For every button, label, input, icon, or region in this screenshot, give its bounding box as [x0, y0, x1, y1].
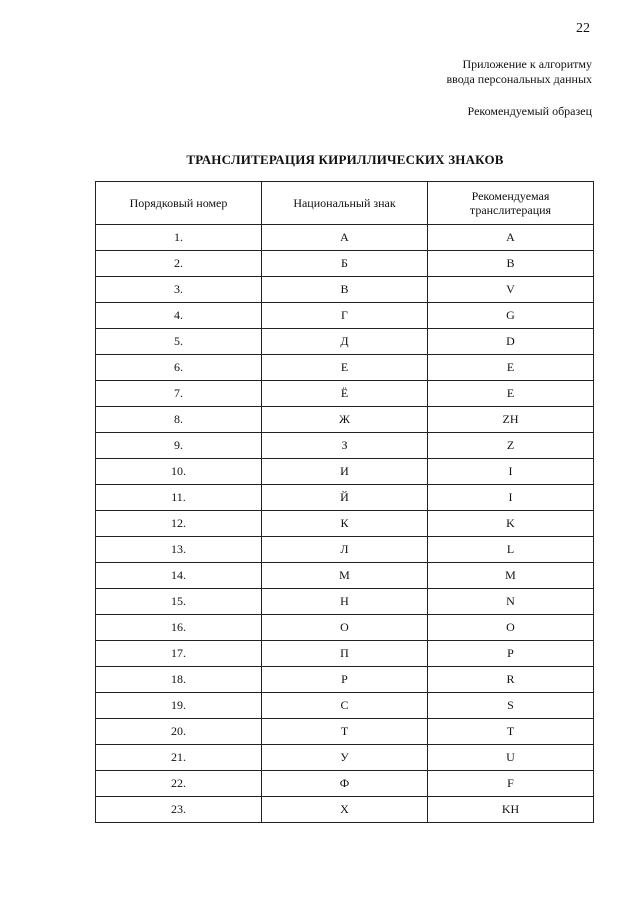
national-sign-cell: С [262, 693, 428, 719]
table-row [96, 563, 594, 589]
national-sign-cell: Х [262, 797, 428, 823]
order-number-cell: 17. [96, 641, 262, 667]
national-sign-cell: З [262, 433, 428, 459]
table-row [96, 381, 594, 407]
header-recommended-transliteration-text: Рекомендуемая транслитерация [469, 189, 552, 217]
order-number-cell: 22. [96, 771, 262, 797]
order-number-cell: 15. [96, 589, 262, 615]
transliteration-cell: R [428, 667, 594, 693]
national-sign-cell: Р [262, 667, 428, 693]
transliteration-cell: E [428, 381, 594, 407]
transliteration-cell: D [428, 329, 594, 355]
table-row [96, 303, 594, 329]
national-sign-cell: В [262, 277, 428, 303]
national-sign-cell: Н [262, 589, 428, 615]
table-row [96, 329, 594, 355]
transliteration-cell: I [428, 459, 594, 485]
sample-label: Рекомендуемый образец [467, 104, 592, 118]
table-row [96, 355, 594, 381]
transliteration-cell: ZH [428, 407, 594, 433]
national-sign-cell: Д [262, 329, 428, 355]
national-sign-cell: А [262, 225, 428, 251]
order-number-cell: 23. [96, 797, 262, 823]
transliteration-cell: P [428, 641, 594, 667]
header-recommended-transliteration [428, 182, 594, 225]
national-sign-cell: Ф [262, 771, 428, 797]
table-header-row [96, 182, 594, 225]
national-sign-cell: У [262, 745, 428, 771]
order-number-cell: 14. [96, 563, 262, 589]
table-row [96, 615, 594, 641]
table-row [96, 719, 594, 745]
national-sign-cell: М [262, 563, 428, 589]
transliteration-cell: S [428, 693, 594, 719]
document-title: ТРАНСЛИТЕРАЦИЯ КИРИЛЛИЧЕСКИХ ЗНАКОВ [186, 152, 504, 167]
order-number-cell: 1. [96, 225, 262, 251]
national-sign-cell: К [262, 511, 428, 537]
transliteration-cell: M [428, 563, 594, 589]
transliteration-cell: G [428, 303, 594, 329]
order-number-cell: 8. [96, 407, 262, 433]
table-row [96, 641, 594, 667]
table-row [96, 537, 594, 563]
transliteration-cell: O [428, 615, 594, 641]
national-sign-cell: Й [262, 485, 428, 511]
order-number-cell: 4. [96, 303, 262, 329]
national-sign-cell: Ж [262, 407, 428, 433]
table-row [96, 407, 594, 433]
table-row [96, 459, 594, 485]
appendix-line-1: Приложение к алгоритму [462, 57, 592, 71]
table-row [96, 225, 594, 251]
table-row [96, 277, 594, 303]
national-sign-cell: Г [262, 303, 428, 329]
order-number-cell: 13. [96, 537, 262, 563]
order-number-cell: 11. [96, 485, 262, 511]
national-sign-cell: И [262, 459, 428, 485]
table-body [96, 225, 594, 823]
appendix-note [332, 57, 592, 87]
table-row [96, 589, 594, 615]
table-row [96, 511, 594, 537]
transliteration-cell: U [428, 745, 594, 771]
order-number-cell: 16. [96, 615, 262, 641]
page-number: 22 [576, 21, 590, 36]
table-row [96, 797, 594, 823]
order-number-cell: 6. [96, 355, 262, 381]
national-sign-cell: Т [262, 719, 428, 745]
order-number-cell: 5. [96, 329, 262, 355]
transliteration-cell: K [428, 511, 594, 537]
national-sign-cell: О [262, 615, 428, 641]
table-row [96, 251, 594, 277]
header-order-number: Порядковый номер [96, 182, 262, 225]
transliteration-cell: T [428, 719, 594, 745]
order-number-cell: 18. [96, 667, 262, 693]
transliteration-table [95, 181, 594, 823]
order-number-cell: 7. [96, 381, 262, 407]
transliteration-cell: Z [428, 433, 594, 459]
national-sign-cell: Е [262, 355, 428, 381]
order-number-cell: 10. [96, 459, 262, 485]
transliteration-cell: N [428, 589, 594, 615]
order-number-cell: 12. [96, 511, 262, 537]
transliteration-cell: F [428, 771, 594, 797]
national-sign-cell: Б [262, 251, 428, 277]
table-row [96, 771, 594, 797]
order-number-cell: 3. [96, 277, 262, 303]
table-row [96, 745, 594, 771]
table-row [96, 485, 594, 511]
table-row [96, 433, 594, 459]
transliteration-cell: E [428, 355, 594, 381]
header-national-sign: Национальный знак [262, 182, 428, 225]
order-number-cell: 20. [96, 719, 262, 745]
national-sign-cell: П [262, 641, 428, 667]
transliteration-cell: L [428, 537, 594, 563]
transliteration-cell: I [428, 485, 594, 511]
order-number-cell: 19. [96, 693, 262, 719]
transliteration-cell: A [428, 225, 594, 251]
order-number-cell: 2. [96, 251, 262, 277]
table-row [96, 667, 594, 693]
appendix-line-2: ввода персональных данных [446, 72, 592, 86]
transliteration-cell: KH [428, 797, 594, 823]
transliteration-cell: V [428, 277, 594, 303]
table-row [96, 693, 594, 719]
order-number-cell: 21. [96, 745, 262, 771]
national-sign-cell: Ё [262, 381, 428, 407]
transliteration-cell: B [428, 251, 594, 277]
national-sign-cell: Л [262, 537, 428, 563]
order-number-cell: 9. [96, 433, 262, 459]
